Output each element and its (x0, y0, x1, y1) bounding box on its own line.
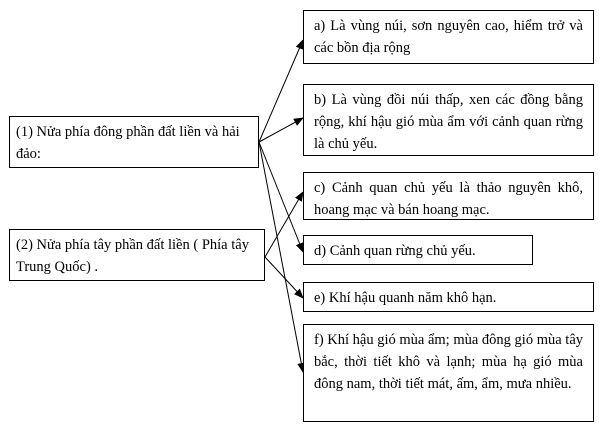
right-item-d-text: d) Cảnh quan rừng chủ yếu. (314, 243, 476, 259)
left-item-1-text: (1) Nửa phía đông phần đất liền và hải đảo: (16, 124, 240, 162)
right-item-a (303, 10, 594, 64)
arrow-1-to-a (259, 40, 303, 142)
right-item-e-text: e) Khí hậu quanh năm khô hạn. (314, 290, 497, 306)
right-item-b-text: b) Là vùng đồi núi thấp, xen các đồng bằng rộng, khí hậu gió mùa ẩm với cảnh quan rừng là chủ yếu. (314, 92, 583, 152)
arrow-2-to-e (265, 257, 303, 298)
right-item-c-text: c) Cảnh quan chủ yếu là thảo nguyên khô, hoang mạc và bán hoang mạc. (314, 180, 583, 218)
left-item-2 (9, 229, 265, 281)
right-item-e (303, 282, 594, 312)
left-item-2-text: (2) Nửa phía tây phần đất liền ( Phía tây Trung Quốc) . (16, 237, 249, 275)
arrow-1-to-d (259, 142, 303, 252)
right-item-a-text: a) Là vùng núi, sơn nguyên cao, hiểm trở và các bồn địa rộng (314, 18, 583, 56)
right-item-f-text: f) Khí hậu gió mùa ẩm; mùa đông gió mùa tây bắc, thời tiết khô và lạnh; mùa hạ gió mùa đông nam, thời tiết mát, ấm, ẩm, mưa nhiều. (314, 332, 584, 392)
right-item-c (303, 172, 594, 220)
right-item-d (303, 235, 533, 265)
right-item-f (303, 324, 594, 422)
left-item-1 (9, 116, 259, 168)
right-item-b (303, 84, 594, 156)
arrow-1-to-b (259, 118, 303, 142)
